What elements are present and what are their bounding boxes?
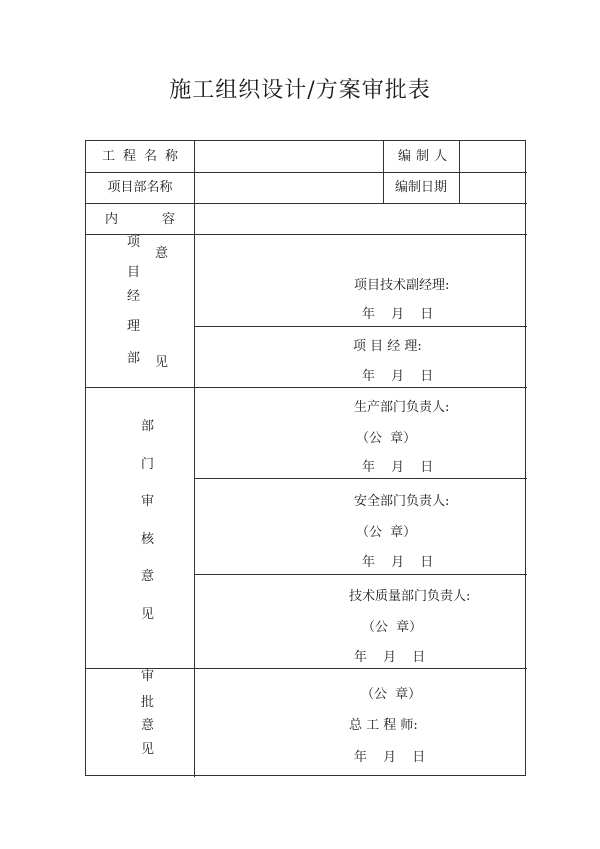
date-label: 年 月 日 bbox=[362, 460, 434, 475]
chief-engineer-label: 总 工 程 师: bbox=[349, 718, 418, 733]
date-label: 年 月 日 bbox=[362, 369, 434, 384]
side-label-char: 意 bbox=[141, 718, 155, 733]
row-divider bbox=[86, 203, 527, 204]
dept-name-label: 项目部名称 bbox=[107, 180, 173, 195]
content-label: 容 bbox=[162, 212, 176, 227]
side-label-char: 意 bbox=[155, 246, 169, 261]
form-title: 施工组织设计/方案审批表 bbox=[169, 78, 431, 103]
side-label-char: 审 bbox=[141, 494, 155, 509]
side-label-char: 理 bbox=[127, 319, 141, 334]
safety-head-label: 安全部门负责人: bbox=[354, 494, 450, 509]
content-label: 内 bbox=[105, 212, 119, 227]
side-label-char: 部 bbox=[127, 351, 141, 366]
side-label-char: 见 bbox=[155, 355, 169, 370]
row-divider bbox=[194, 478, 527, 479]
row-divider bbox=[194, 574, 527, 575]
deputy-manager-label: 项目技术副经理: bbox=[354, 278, 450, 293]
row-divider bbox=[86, 387, 527, 388]
side-label-char: 项 bbox=[127, 235, 141, 250]
date-label: 年 月 日 bbox=[354, 650, 426, 665]
quality-head-label: 技术质量部门负责人: bbox=[349, 589, 471, 604]
seal-label: （公 章） bbox=[356, 431, 417, 446]
seal-label: （公 章） bbox=[356, 525, 417, 540]
date-label: 年 月 日 bbox=[354, 750, 426, 765]
side-label-char: 门 bbox=[141, 457, 155, 472]
col-divider bbox=[383, 141, 384, 203]
side-label-char: 批 bbox=[141, 695, 155, 710]
side-label-char: 审 bbox=[141, 669, 155, 684]
side-label-char: 目 bbox=[127, 265, 141, 280]
date-label: 年 月 日 bbox=[362, 555, 434, 570]
seal-label: （公 章） bbox=[361, 687, 422, 702]
side-label-char: 核 bbox=[141, 532, 155, 547]
row-divider bbox=[86, 234, 527, 235]
compile-date-label: 编制日期 bbox=[394, 180, 448, 195]
approval-form-table bbox=[85, 140, 526, 776]
side-label-char: 见 bbox=[141, 742, 155, 757]
date-label: 年 月 日 bbox=[362, 307, 434, 322]
manager-label: 项 目 经 理: bbox=[353, 339, 422, 354]
row-divider bbox=[86, 172, 527, 173]
side-label-char: 见 bbox=[141, 607, 155, 622]
col-divider bbox=[459, 141, 460, 203]
side-label-char: 部 bbox=[141, 419, 155, 434]
production-head-label: 生产部门负责人: bbox=[354, 400, 450, 415]
col-divider bbox=[194, 141, 195, 777]
side-label-char: 经 bbox=[127, 289, 141, 304]
row-divider bbox=[194, 326, 527, 327]
compiler-label: 编制人 bbox=[397, 149, 453, 164]
side-label-char: 意 bbox=[141, 569, 155, 584]
seal-label: （公 章） bbox=[362, 620, 423, 635]
project-name-label: 工程名称 bbox=[101, 149, 187, 164]
